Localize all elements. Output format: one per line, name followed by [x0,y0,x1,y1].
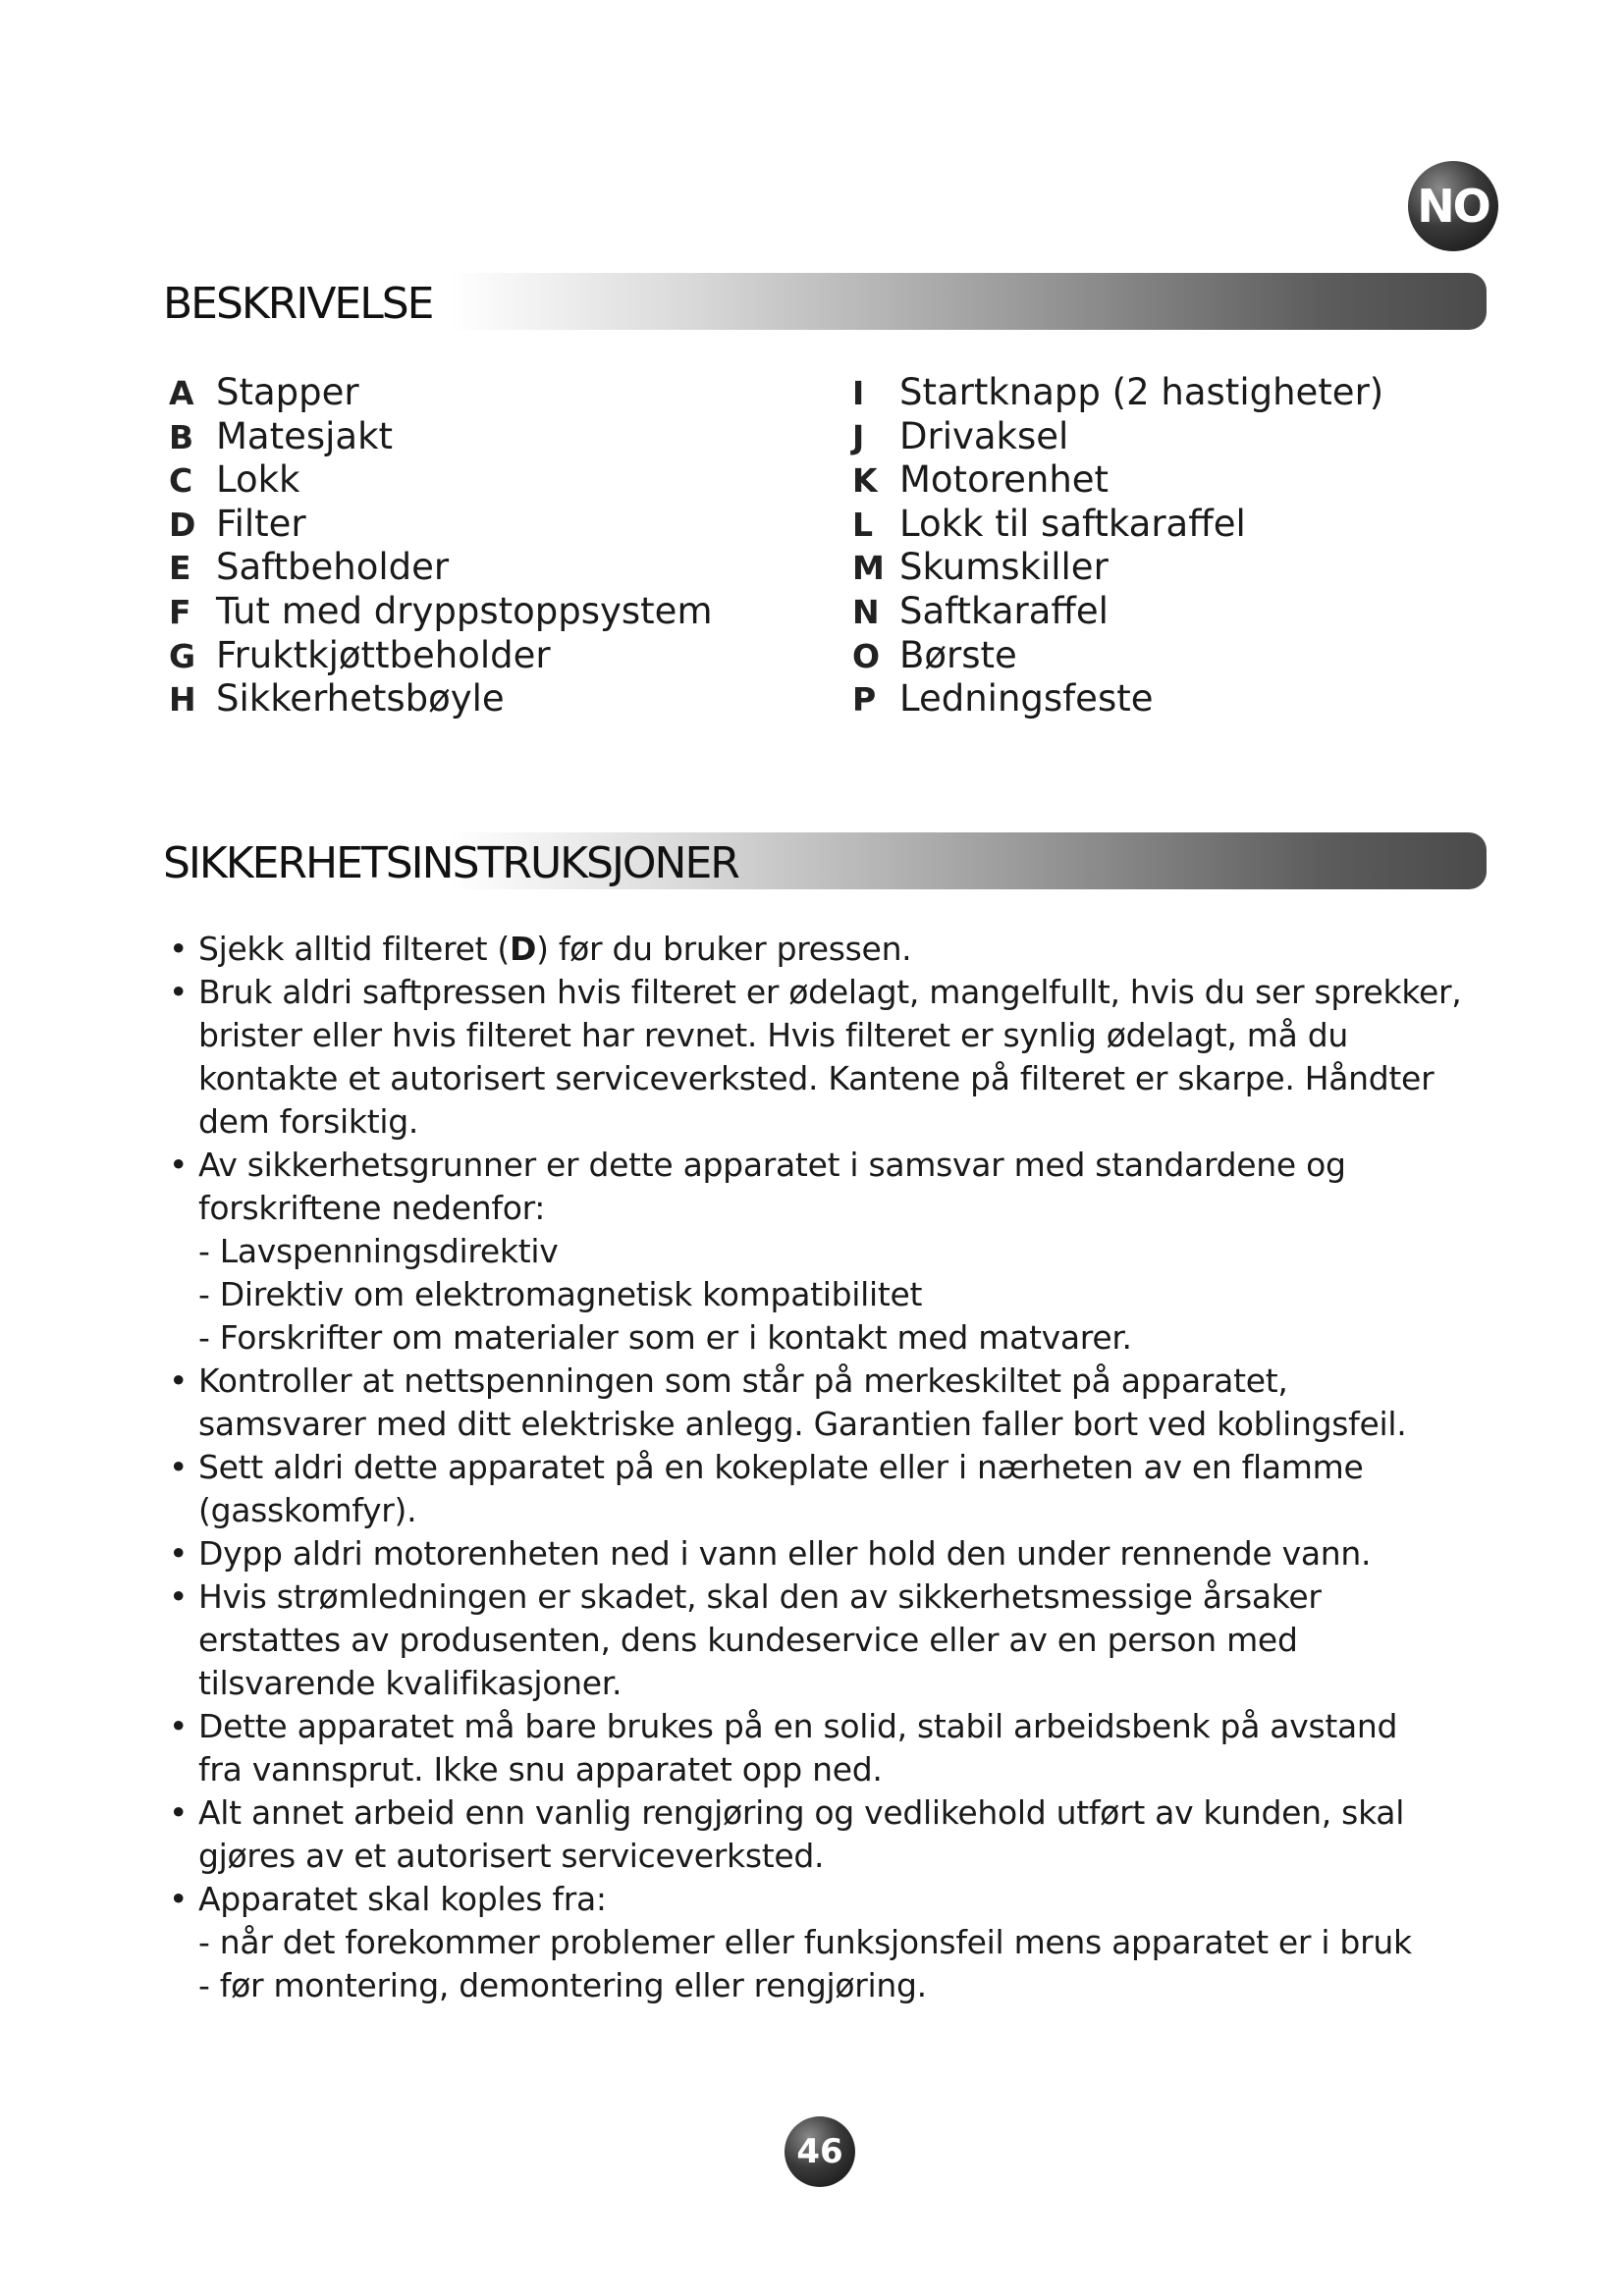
safety-line: • Apparatet skal koples fra: [169,1878,1504,1921]
part-item [169,503,797,547]
part-item [852,677,1481,721]
section-header-description [159,273,1487,330]
part-letter: H [169,680,196,720]
part-item [169,458,797,503]
part-name: Fruktkjøttbeholder [216,633,551,676]
part-item [852,634,1481,678]
part-name: Skumskiller [899,546,1109,589]
part-letter: G [169,636,196,675]
part-letter: A [169,374,194,412]
section-title-description: BESKRIVELSE [163,279,433,329]
part-letter: B [169,417,194,456]
part-letter: J [852,417,865,456]
part-letter: C [169,461,193,501]
safety-line: • Bruk aldri saftpressen hvis filteret er ødelagt, mangelfullt, hvis du ser sprekker, [169,971,1504,1014]
part-letter: L [852,505,874,544]
part-name: Saftbeholder [216,546,450,589]
part-item [169,371,797,415]
safety-line: forskriftene nedenfor: [198,1189,546,1227]
part-name: Matesjakt [216,414,394,457]
part-letter: P [852,680,877,720]
part-item [852,590,1481,634]
part-name: Børste [899,633,1017,676]
safety-line: dem forsiktig. [198,1102,419,1141]
part-name: Saftkaraffel [899,589,1109,632]
part-name: Startknapp (2 hastigheter) [899,371,1384,413]
safety-line: • Dypp aldri motorenheten ned i vann eller hold den under rennende vann. [169,1532,1504,1575]
safety-line: - Direktiv om elektromagnetisk kompatibilitet [198,1275,923,1313]
part-letter: F [169,592,191,631]
safety-line: • Av sikkerhetsgrunner er dette apparatet i samsvar med standardene og [169,1144,1504,1187]
safety-line: tilsvarende kvalifikasjoner. [198,1664,623,1702]
part-item [852,458,1481,503]
safety-line: • Dette apparatet må bare brukes på en solid, stabil arbeidsbenk på avstand [169,1705,1504,1748]
language-badge: NO [1408,161,1498,251]
safety-line: gjøres av et autorisert serviceverksted. [198,1837,825,1875]
safety-line [169,928,1504,971]
safety-instructions-list [169,928,1504,2007]
part-name: Ledningsfeste [899,677,1154,721]
safety-line: brister eller hvis filteret har revnet. Hvis filteret er synlig ødelagt, må du [198,1016,1348,1054]
part-reference: D [509,930,537,968]
part-item [852,415,1481,459]
part-item [169,590,797,634]
safety-line: (gasskomfyr). [198,1491,417,1529]
part-name: Motorenhet [899,458,1110,502]
parts-list-left [169,371,797,721]
safety-text: Sjekk alltid filteret ( [198,930,510,968]
safety-line: • Sett aldri dette apparatet på en kokeplate eller i nærheten av en flamme [169,1446,1504,1489]
part-letter: N [852,592,880,631]
part-name: Filter [216,502,306,545]
safety-line: • Hvis strømledningen er skadet, skal den av sikkerhetsmessige årsaker [169,1575,1504,1619]
safety-line: erstattes av produsenten, dens kundeservice eller av en person med [198,1621,1298,1659]
part-item [852,503,1481,547]
part-item [852,546,1481,590]
part-item [852,371,1481,415]
part-letter: O [852,636,881,675]
safety-text: ) før du bruker pressen. [536,930,912,968]
safety-line: - før montering, demontering eller rengjøring. [198,1966,927,2004]
safety-line: - Forskrifter om materialer som er i kontakt med matvarer. [198,1318,1132,1357]
part-item [169,415,797,459]
part-name: Drivaksel [899,414,1069,457]
safety-line: samsvarer med ditt elektriske anlegg. Garantien faller bort ved koblingsfeil. [198,1405,1407,1443]
safety-line: fra vannsprut. Ikke snu apparatet opp ned. [198,1750,883,1789]
part-name: Lokk [216,458,300,502]
parts-list-right [852,371,1481,721]
part-name: Sikkerhetsbøyle [216,677,505,721]
safety-line: - når det forekommer problemer eller funksjonsfeil mens apparatet er i bruk [198,1923,1412,1961]
section-header-safety [159,832,1487,889]
page-number: 46 [785,2116,855,2187]
part-item [169,634,797,678]
safety-line: kontakte et autorisert serviceverksted. Kantene på filteret er skarpe. Håndter [198,1059,1435,1097]
section-title-safety: SIKKERHETSINSTRUKSJONER [163,838,738,888]
part-letter: K [852,461,878,501]
part-name: Stapper [216,371,359,413]
part-name: Tut med dryppstoppsystem [216,589,713,632]
safety-line: • Alt annet arbeid enn vanlig rengjøring og vedlikehold utført av kunden, skal [169,1791,1504,1835]
part-name: Lokk til saftkaraffel [899,502,1246,545]
part-letter: M [852,549,885,588]
part-item [169,677,797,721]
part-letter: I [852,374,865,412]
part-letter: D [169,505,196,544]
part-letter: E [169,549,191,588]
safety-line: • Kontroller at nettspenningen som står på merkeskiltet på apparatet, [169,1360,1504,1403]
part-item [169,546,797,590]
safety-line: - Lavspenningsdirektiv [198,1232,559,1270]
